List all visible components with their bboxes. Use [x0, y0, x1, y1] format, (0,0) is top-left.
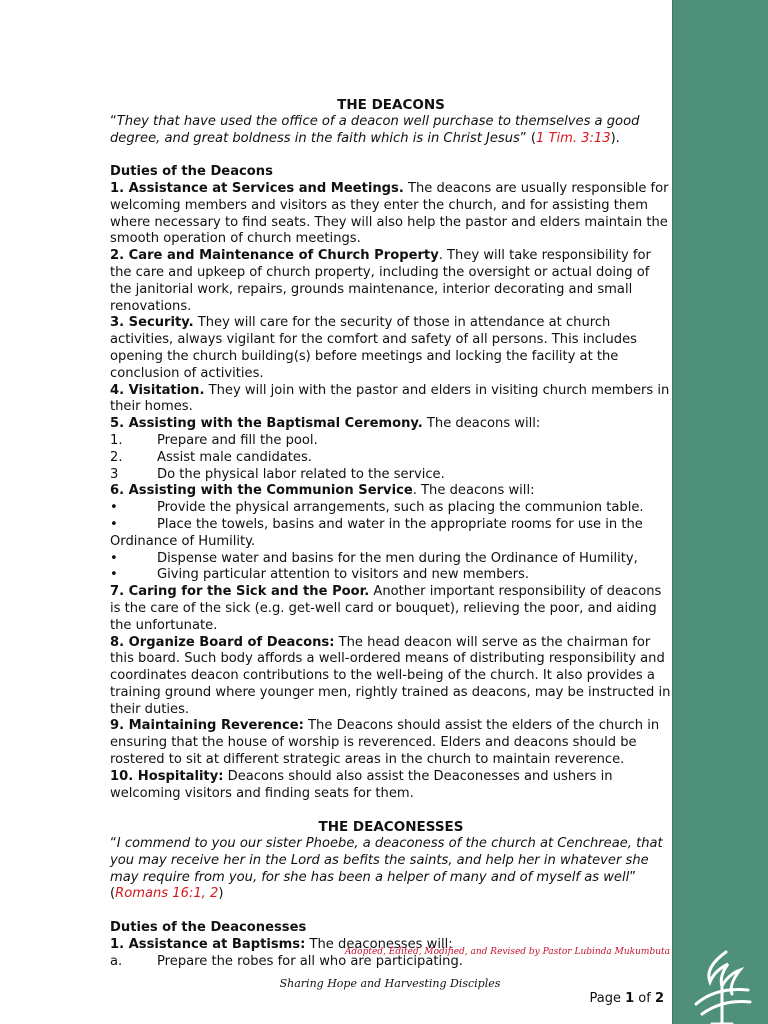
- deaconesses-duties-heading: Duties of the Deaconesses: [110, 920, 307, 936]
- deaconesses-scripture-quote: “I commend to you our sister Phoebe, a deaconess of the church at Cenchreae, that you may receive her in the Lord as befits the saints, and help her in whatever she may require from you, for she has been a helper of many and of myself as well” (Romans 16:1, 2): [110, 836, 663, 902]
- deacon-duty-6: 6. Assisting with the Communion Service. The deacons will:: [110, 483, 535, 499]
- list-item: • Giving particular attention to visitors and new members.: [110, 567, 530, 583]
- deacons-duties-heading: Duties of the Deacons: [110, 164, 273, 180]
- deacons-scripture-quote: “They that have used the office of a deacon well purchase to themselves a good degree, and great boldness in the faith which is in Christ Jesus” (1 Tim. 3:13).: [110, 113, 640, 146]
- list-item: • Provide the physical arrangements, such as placing the communion table.: [110, 500, 644, 516]
- adventist-flame-logo-icon: [682, 948, 762, 1024]
- scripture-reference: Romans 16:1, 2: [115, 886, 219, 902]
- deacon-duty-10: 10. Hospitality: Deacons should also assist the Deaconesses and ushers in welcoming visitors and finding seats for them.: [110, 768, 613, 801]
- green-sidebar-band: [672, 0, 768, 1024]
- document-body: [110, 97, 672, 970]
- deaconesses-title: THE DEACONESSES: [318, 819, 464, 836]
- page-number: Page 1 of 2: [589, 991, 664, 1006]
- deacon-duty-4: 4. Visitation. They will join with the pastor and elders in visiting church members in their homes.: [110, 382, 670, 415]
- deacon-duty-7: 7. Caring for the Sick and the Poor. Another important responsibility of deacons is the care of the sick (e.g. get-well card or bouquet), relieving the poor, and aiding the unfortunate.: [110, 584, 662, 633]
- list-item-continuation: Ordinance of Humility.: [110, 533, 256, 549]
- list-item: 2. Assist male candidates.: [110, 449, 312, 465]
- scripture-reference: 1 Tim. 3:13: [535, 130, 611, 146]
- deacon-duty-3: 3. Security. They will care for the security of those in attendance at church activities, always vigilant for the comfort and safety of all persons. This includes opening the church building(s) before meetings and locking the facility at the conclusion of activities.: [110, 315, 637, 381]
- deaconess-duty-1: 1. Assistance at Baptisms: The deaconesses will:: [110, 936, 453, 952]
- adopted-by-note: Adopted, Edited, Modified, and Revised by Pastor Lubinda Mukumbuta: [344, 947, 670, 957]
- deacon-duty-1: 1. Assistance at Services and Meetings. The deacons are usually responsible for welcoming members and visitors as they enter the church, and for assisting them where necessary to find seats. They will also help the pastor and elders maintain the smooth operation of church meetings.: [110, 180, 669, 247]
- deacon-duty-9: 9. Maintaining Reverence: The Deacons should assist the elders of the church in ensuring that the house of worship is reverenced. Elders and deacons should be rostered to sit at different strategic areas in the church to maintain reverence.: [110, 718, 660, 768]
- deacon-duty-5: 5. Assisting with the Baptismal Ceremony. The deacons will:: [110, 416, 541, 432]
- list-item: a. Prepare the robes for all who are participating.: [110, 953, 463, 969]
- list-item: • Dispense water and basins for the men during the Ordinance of Humility,: [110, 550, 638, 566]
- deacons-title: THE DEACONS: [337, 97, 445, 113]
- list-item: • Place the towels, basins and water in the appropriate rooms for use in the: [110, 516, 643, 532]
- list-item: 3 Do the physical labor related to the service.: [110, 466, 445, 482]
- deacon-duty-2: 2. Care and Maintenance of Church Property. They will take responsibility for the care and upkeep of church property, including the oversight or actual doing of the janitorial work, repairs, grounds maintenance, interior decorating and small renovations.: [110, 248, 651, 314]
- list-item: 1. Prepare and fill the pool.: [110, 432, 318, 448]
- deacon-duty-8: 8. Organize Board of Deacons: The head deacon will serve as the chairman for this board. Such body affords a well-ordered means of distributing responsibility and coordinates deacon contributions to the well-being of the church. It also provides a training ground where younger men, rightly trained as deacons, may be instructed in their duties.: [110, 634, 671, 717]
- footer-tagline: Sharing Hope and Harvesting Disciples: [279, 977, 501, 990]
